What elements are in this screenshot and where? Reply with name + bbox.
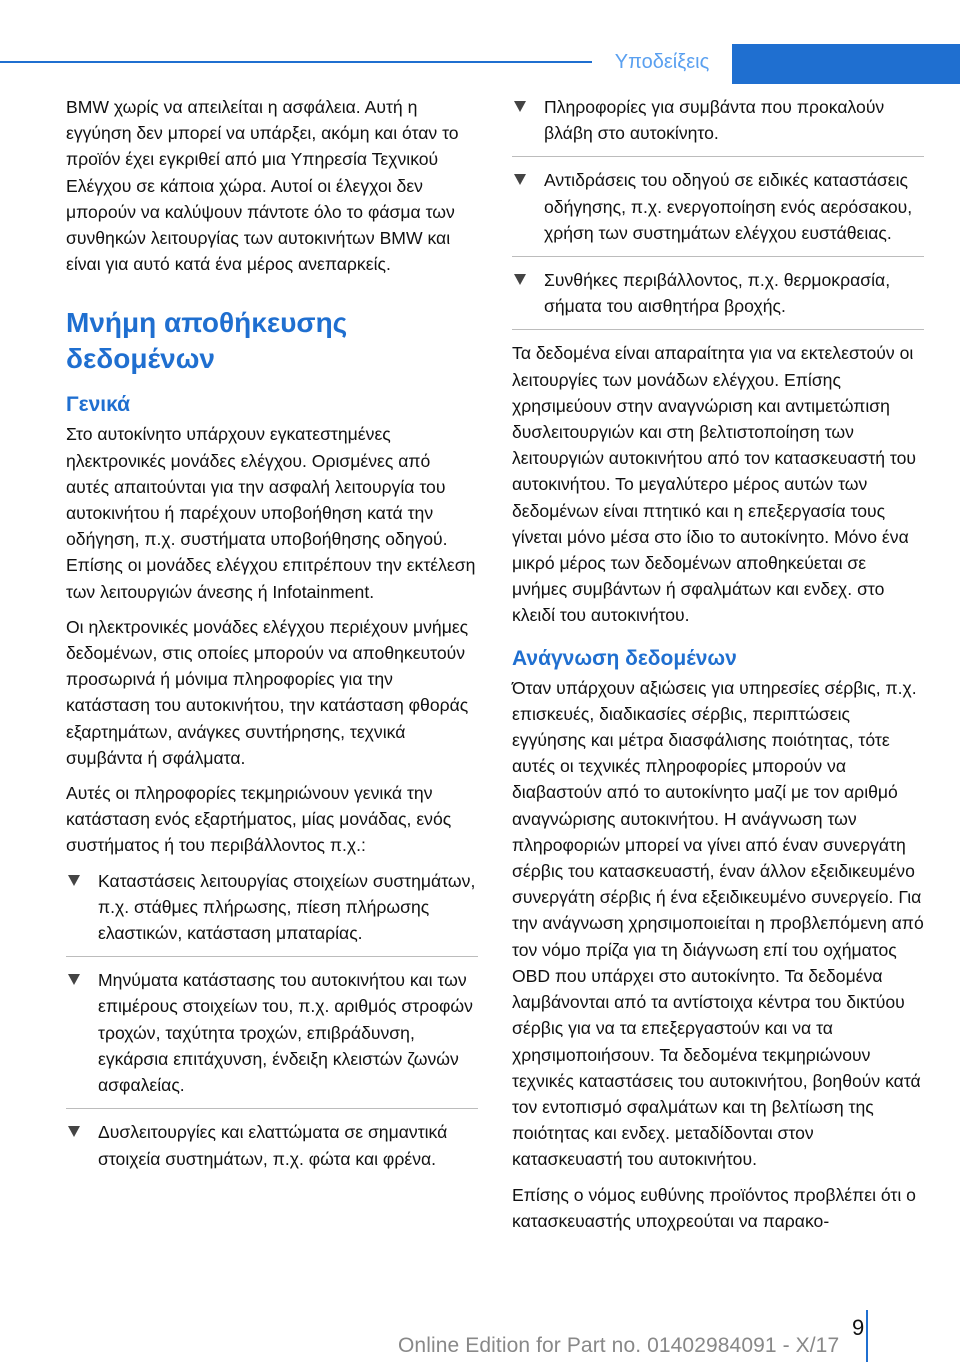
list-item-text: Δυσλειτουργίες και ελαττώματα σε σημαντικά στοιχεία συστημάτων, π.χ. φώτα και φρένα. [98, 1122, 448, 1169]
footer-edition: Online Edition for Part no. 01402984091 - X/17 [398, 1334, 840, 1357]
intro-paragraph: BMW χωρίς να απειλείται η ασφάλεια. Αυτή η εγγύηση δεν μπορεί να υπάρξει, ακόμη και όταν το προϊόν έχει εγκριθεί από μια Υπηρεσία Τεχνικού Ελέγχου σε κάποια χώρα. Αυτοί οι έλεγχοι δεν μπορούν να καλύψουν πάντοτε όλο το φάσμα των συνθηκών λειτουργίας των αυτοκινήτων BMW και είναι για αυτό κατά ένα μέρος ανεπαρκείς. [66, 97, 459, 275]
list-item-text: Μηνύματα κατάστασης του αυτοκινήτου και των επιμέρους στοιχείων του, π.χ. αριθμός στροφών τροχών, ταχύτητα τροχών, επιβράδυνση, εγκάρσια επιτάχυνση, ένδειξη κλειστών ζωνών ασφαλείας. [98, 970, 473, 1096]
header-color-block [732, 44, 960, 84]
paragraph: Οι ηλεκτρονικές μονάδες ελέγχου περιέχουν μνήμες δεδομένων, στις οποίες μπορούν να αποθηκευτούν προσωρινά ή μόνιμα πληροφορίες για την κατάσταση του αυτοκινήτου, την κατάσταση φθοράς εξαρτημάτων, ανάγκες συντήρησης, τεχνικά συμβάντα ή σφάλματα. [66, 616, 469, 768]
section-title: Υποδείξεις [614, 51, 710, 73]
triangle-bullet-icon [68, 1126, 80, 1137]
header-rule [0, 61, 592, 63]
paragraph: Επίσης ο νόμος ευθύνης προϊόντος προβλέπει ότι ο κατασκευαστής υποχρεούται να παρακο- [512, 1184, 916, 1231]
list-item-text: Καταστάσεις λειτουργίας στοιχείων συστημάτων, π.χ. στάθμες πλήρωσης, πίεση πλήρωσης ελαστικών, κατάσταση μπαταρίας. [98, 870, 476, 944]
list-item [66, 967, 478, 1109]
list-item-text: Αντιδράσεις του οδηγού σε ειδικές καταστάσεις οδήγησης, π.χ. ενεργοποίηση ενός αερόσακου, χρήση των συστημάτων ελέγχου ευστάθειας. [544, 170, 913, 243]
triangle-bullet-icon [68, 974, 80, 985]
page-number-rule [866, 1310, 868, 1362]
subheading-general: Γενικά [66, 393, 131, 417]
list-item [66, 1119, 478, 1181]
left-column [66, 94, 478, 1192]
list-item [512, 167, 924, 257]
paragraph: Τα δεδομένα είναι απαραίτητα για να εκτελεστούν οι λειτουργίες των μονάδων ελέγχου. Επίσης χρησιμεύουν στην αναγνώριση και αντιμετώπιση δυσλειτουργιών και στη βελτιστοποίηση των λειτουργιών αυτοκινήτου από τον κατασκευαστή του αυτοκινήτου. Το μεγαλύτερο μέρος αυτών των δεδομένων είναι πτητικό και η επεξεργασία τους γίνεται μόνο μέσα στο ίδιο το αυτοκίνητο. Μόνο ένα μικρό μέρος των δεδομένων αποθηκεύεται σε μνήμες συμβάντων ή σφαλμάτων και ενδεχ. στο κλειδί του αυτοκινήτου. [512, 343, 917, 626]
triangle-bullet-icon [514, 174, 526, 185]
triangle-bullet-icon [68, 875, 80, 886]
page-header [0, 22, 960, 73]
subheading-data-reading: Ανάγνωση δεδομένων [512, 646, 737, 670]
triangle-bullet-icon [514, 101, 526, 112]
list-item [512, 94, 924, 157]
list-item [66, 868, 478, 958]
list-item-text: Συνθήκες περιβάλλοντος, π.χ. θερμοκρασία, σήματα του αισθητήρα βροχής. [544, 270, 891, 317]
paragraph: Αυτές οι πληροφορίες τεκμηριώνουν γενικά την κατάσταση ενός εξαρτήματος, μίας μονάδας, ενός συστήματος ή του περιβάλλοντος π.χ.: [66, 783, 452, 856]
triangle-bullet-icon [514, 274, 526, 285]
paragraph: Στο αυτοκίνητο υπάρχουν εγκατεστημένες ηλεκτρονικές μονάδες ελέγχου. Ορισμένες από αυτές απαιτούνται για την ασφαλή λειτουργία του αυτοκινήτου ή παρέχουν υποβοήθηση κατά την οδήγηση, π.χ. συστήματα υποβοήθησης οδηγού. Επίσης οι μονάδες ελέγχου επιτρέπουν την εκτέλεση των λειτουργιών άνεσης ή Infotainment. [66, 424, 476, 602]
paragraph: Όταν υπάρχουν αξιώσεις για υπηρεσίες σέρβις, π.χ. επισκευές, διαδικασίες σέρβις, περιπτώσεις εγγύησης και μέτρα διασφάλισης ποιότητας, τότε αυτές οι τεχνικές πληροφορίες μπορούν να διαβαστούν από το αυτοκίνητο μαζί με τον αριθμό αναγνώρισης αυτοκινήτου. Η ανάγνωση των πληροφοριών μπορεί να γίνει από έναν συνεργάτη σέρβις του κατασκευαστή, έναν άλλον εξειδικευμένο συνεργάτη σέρβις ή ένα εξειδικευμένο συνεργείο. Για την ανάγνωση χρησιμοποιείται η προβλεπόμενη από τον νόμο πρίζα για τη διάγνωση επί του οχήματος OBD που υπάρχει στο αυτοκίνητο. Τα δεδομένα λαμβάνονται από τα αντίστοιχα κέντρα του δικτύου σέρβις για να τα επεξεργαστούν και να τα χρησιμοποιήσουν. Τα δεδομένα τεκμηριώνουν τεχνικές καταστάσεις του αυτοκινήτου, βοηθούν κατά τον εντοπισμό σφαλμάτων και τη βελτίωση της ποιότητας και ενδεχ. μεταδίδονται στον κατασκευαστή του αυτοκινήτου. [512, 677, 924, 1170]
list-item-text: Πληροφορίες για συμβάντα που προκαλούν βλάβη στο αυτοκίνητο. [544, 97, 885, 144]
section-heading: Μνήμη αποθήκευσης δεδομένων [66, 307, 348, 375]
list-item [512, 267, 924, 330]
right-column [512, 94, 924, 1243]
page-number: 9 [852, 1315, 865, 1340]
